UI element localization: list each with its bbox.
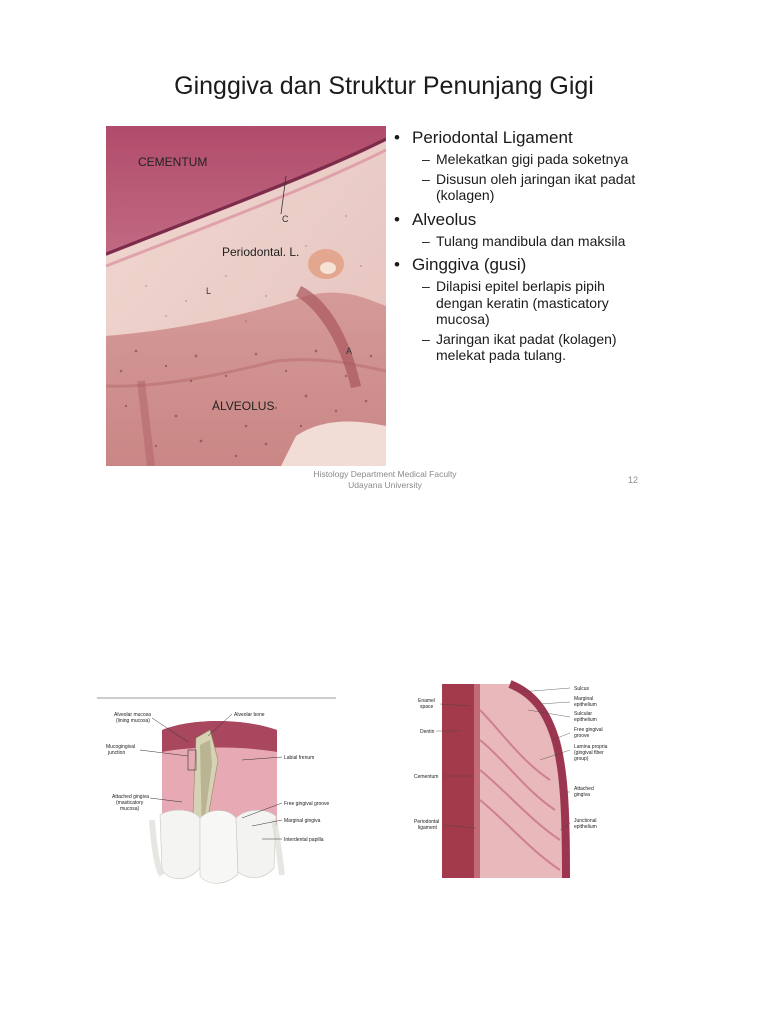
bullet-item: – Tulang mandibula dan maksila — [392, 233, 642, 250]
label-periodontal-ligament: Periodontal — [414, 819, 440, 825]
page-number: 12 — [628, 475, 639, 485]
bullet-section — [392, 210, 642, 250]
label-sulcular-epithelium-sub: epithelium — [574, 717, 597, 723]
label-a: A — [346, 346, 353, 356]
label-alveolus: ALVEOLUS — [212, 399, 275, 413]
label-periodontal: Periodontal. L. — [222, 245, 300, 259]
bullet-heading: • Ginggiva (gusi) — [392, 255, 642, 275]
bullet-heading: • Periodontal Ligament — [392, 128, 642, 148]
footer-line-2: Udayana University — [348, 480, 422, 490]
bullet-item: – Disusun oleh jaringan ikat padat (kolagen) — [392, 171, 642, 204]
label-alveolar-mucosa: Alveolar mucosa — [114, 712, 151, 718]
bullet-item: – Dilapisi epitel berlapis pipih dengan keratin (masticatory mucosa) — [392, 278, 642, 328]
bullet-list — [392, 128, 642, 370]
bullet-section — [392, 128, 642, 204]
slide-title: Ginggiva dan Struktur Penunjang Gigi — [174, 72, 594, 100]
label-l: L — [206, 286, 212, 296]
label-mucogingival: Mucogingival — [106, 744, 136, 750]
slide-footer — [290, 469, 480, 491]
label-alveolar-mucosa-sub: (lining mucosa) — [116, 718, 150, 724]
label-sulcular-epithelium: Sulcular — [574, 711, 593, 717]
label-interdental-papilla: Interdental papilla — [284, 837, 324, 843]
label-free-gingival-groove-right-sub: groove — [574, 733, 590, 739]
footer-line-1: Histology Department Medical Faculty — [313, 469, 457, 479]
label-attached-gingiva-right-sub: gingiva — [574, 792, 590, 798]
bullet-item: – Jaringan ikat padat (kolagen) melekat pada tulang. — [392, 331, 642, 364]
label-free-gingival-groove: Free gingival groove — [284, 801, 330, 807]
label-marginal-gingiva: Marginal gingiva — [284, 818, 321, 824]
label-attached-gingiva-right: Attached — [574, 786, 594, 792]
label-junctional-epithelium-sub: epithelium — [574, 824, 597, 830]
label-attached-gingiva-sub2: mucosa) — [120, 806, 140, 812]
label-marginal-epithelium-sub: epithelium — [574, 702, 597, 708]
histology-micrograph — [106, 126, 386, 466]
label-cementum-right: Cementum — [414, 774, 439, 780]
label-attached-gingiva-sub: (masticatory — [116, 800, 144, 806]
label-c: C — [282, 214, 289, 224]
label-enamel-space-sub: space — [420, 704, 434, 710]
bullet-section — [392, 255, 642, 364]
label-mucogingival-sub: junction — [108, 750, 126, 756]
label-enamel-space: Enamel — [418, 698, 435, 704]
gingiva-illustration — [92, 690, 342, 890]
label-marginal-epithelium: Marginal — [574, 696, 594, 702]
label-attached-gingiva: Attached gingiva — [112, 794, 149, 800]
gingiva-section-figure — [410, 680, 640, 880]
label-lamina-propria: Lamina propria — [574, 744, 608, 750]
label-sulcus: Sulcus — [574, 686, 590, 692]
label-dentin: Dentin — [420, 729, 435, 735]
label-lamina-propria-sub2: group) — [574, 756, 589, 762]
label-cementum: CEMENTUM — [138, 155, 208, 169]
label-alveolar-bone: Alveolar bone — [234, 712, 265, 718]
label-periodontal-ligament-sub: ligament — [418, 825, 437, 831]
label-lamina-propria-sub: (gingival fiber — [574, 750, 604, 756]
label-junctional-epithelium: Junctional — [574, 818, 597, 824]
bullet-heading: • Alveolus — [392, 210, 642, 230]
label-labial-frenum: Labial frenum — [284, 755, 315, 761]
bullet-item: – Melekatkan gigi pada soketnya — [392, 151, 642, 168]
label-free-gingival-groove-right: Free gingival — [574, 727, 603, 733]
